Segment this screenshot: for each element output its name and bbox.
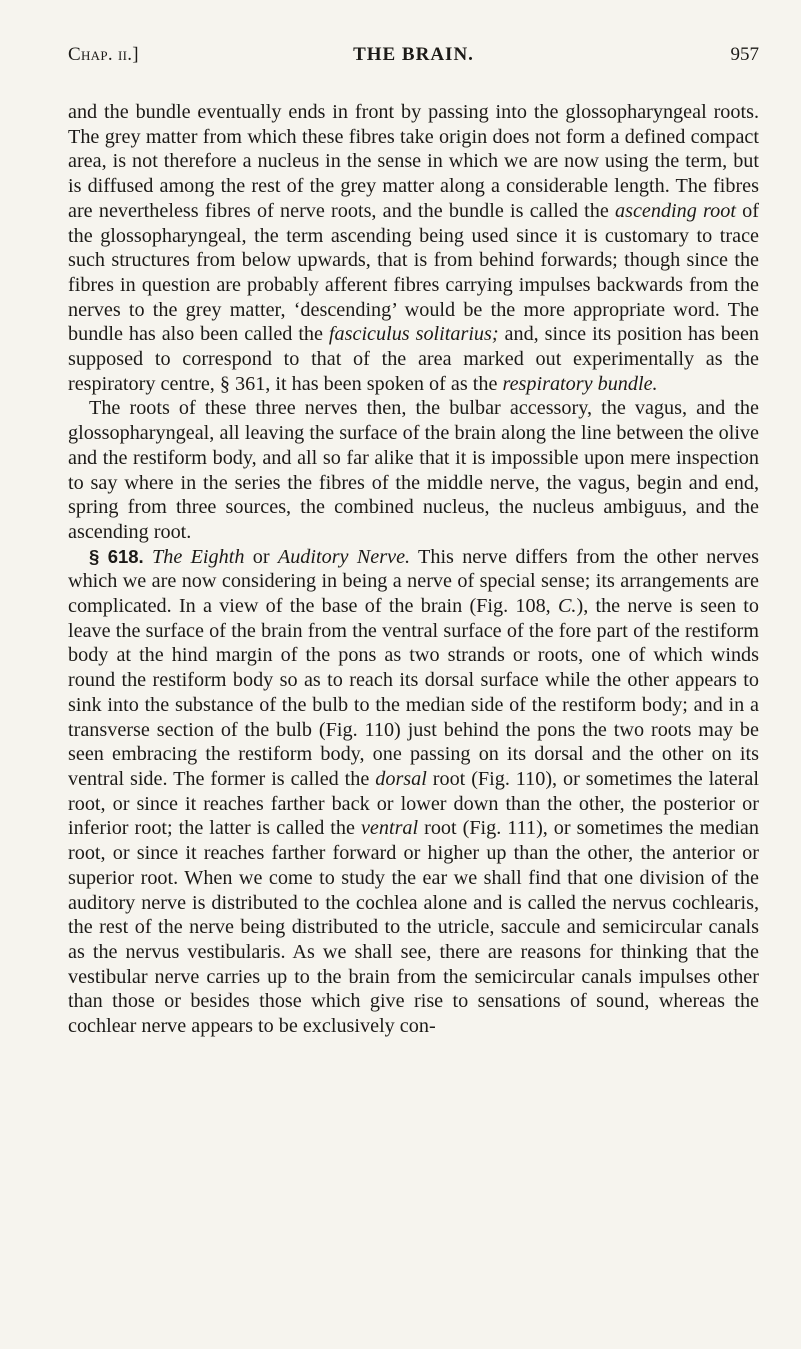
page-number: 957 xyxy=(730,44,759,65)
text-run: The roots of these three nerves then, the bulbar accessory, the vagus, and the glossopharyngeal, all leaving the surface of the brain along the line between the olive and the restiform body, and all so far alike that it is impossible upon mere inspection to say where in the series the fibres of the middle nerve, the vagus, begin and end, spring from three sources, the combined nucleus, the nucleus ambiguus, and the ascending root. xyxy=(68,397,759,543)
text-run: or xyxy=(244,545,278,568)
text-run xyxy=(144,546,152,568)
text-run: and, since its position has been supposed to correspond to that of the area marked out experimentally as the respiratory centre, § 361, it has been spoken of as the xyxy=(68,323,760,395)
italic-term: ascending root xyxy=(615,199,736,222)
running-header xyxy=(68,42,759,68)
text-run: root (Fig. 111), or sometimes the median root, or since it reaches farther forward or higher up than the other, the anterior or superior root. When we come to study the ear we shall find that one division of the auditory nerve is distributed to the cochlea alone and is called the nervus cochlearis, the rest of the nerve being distributed to the utricle, saccule and semicircular canals as the nervus vestibularis. As we shall see, there are reasons for thinking that the vestibular nerve carries up to the brain from the semicircular canals impulses other than those or besides those which give rise to sensations of sound, whereas the cochlear nerve appears to be exclusively con- xyxy=(68,817,759,1038)
italic-term: The Eighth xyxy=(152,545,245,568)
paragraph xyxy=(68,545,759,1039)
body-text xyxy=(68,100,759,1039)
paragraph xyxy=(68,100,759,396)
paragraph xyxy=(68,396,759,544)
section-number: § 618. xyxy=(89,545,144,567)
text-run: and the bundle eventually ends in front by passing into the glossopharyngeal roots. The grey matter from which these fibres take origin does not form a defined compact area, is not therefore a nucleus in the sense in which we are now using the term, but is diffused among the rest of the grey matter along a considerable length. The fibres are nevertheless fibres of nerve roots, and the bundle is called the xyxy=(68,101,759,222)
text-run: ), the nerve is seen to leave the surface of the brain from the ventral surface of the fore part of the restiform body at the hind margin of the pons as two strands or roots, one of which winds round the restiform body so as to reach its dorsal surface while the other appears to sink into the substance of the bulb to the median side of the restiform body; and in a transverse section of the bulb (Fig. 110) just behind the pons the two roots may be seen embracing the restiform body, one passing on its dorsal and the other on its ventral side. The former is called the xyxy=(68,595,759,790)
italic-term: dorsal xyxy=(375,767,427,790)
italic-term: ventral xyxy=(360,817,419,840)
running-title: THE BRAIN. xyxy=(353,44,474,65)
italic-term: fasciculus solitarius; xyxy=(328,323,499,346)
text-run: of the glossopharyngeal, the term ascending being used since it is customary to trace such structures from below upwards, that is from behind forwards; though since the fibres in question are probably afferent fibres carrying impulses backwards from the nerves to the grey matter, ‘descending’ would be the more appropriate word. The bundle has also been called the xyxy=(68,199,759,346)
italic-term: C. xyxy=(557,595,577,618)
chapter-label: Chap. ii.] xyxy=(68,44,139,65)
text-run: root (Fig. 110), or sometimes the lateral root, or since it reaches farther back or lower down than the other, the posterior or inferior root; the latter is called the xyxy=(68,767,759,840)
italic-term: Auditory Nerve. xyxy=(277,545,411,568)
text-run: This nerve differs from the other nerves which we are now considering in being a nerve of special sense; its arrangements are complicated. In a view of the base of the brain (Fig. 108, xyxy=(68,545,759,618)
italic-term: respiratory bundle. xyxy=(502,372,658,395)
